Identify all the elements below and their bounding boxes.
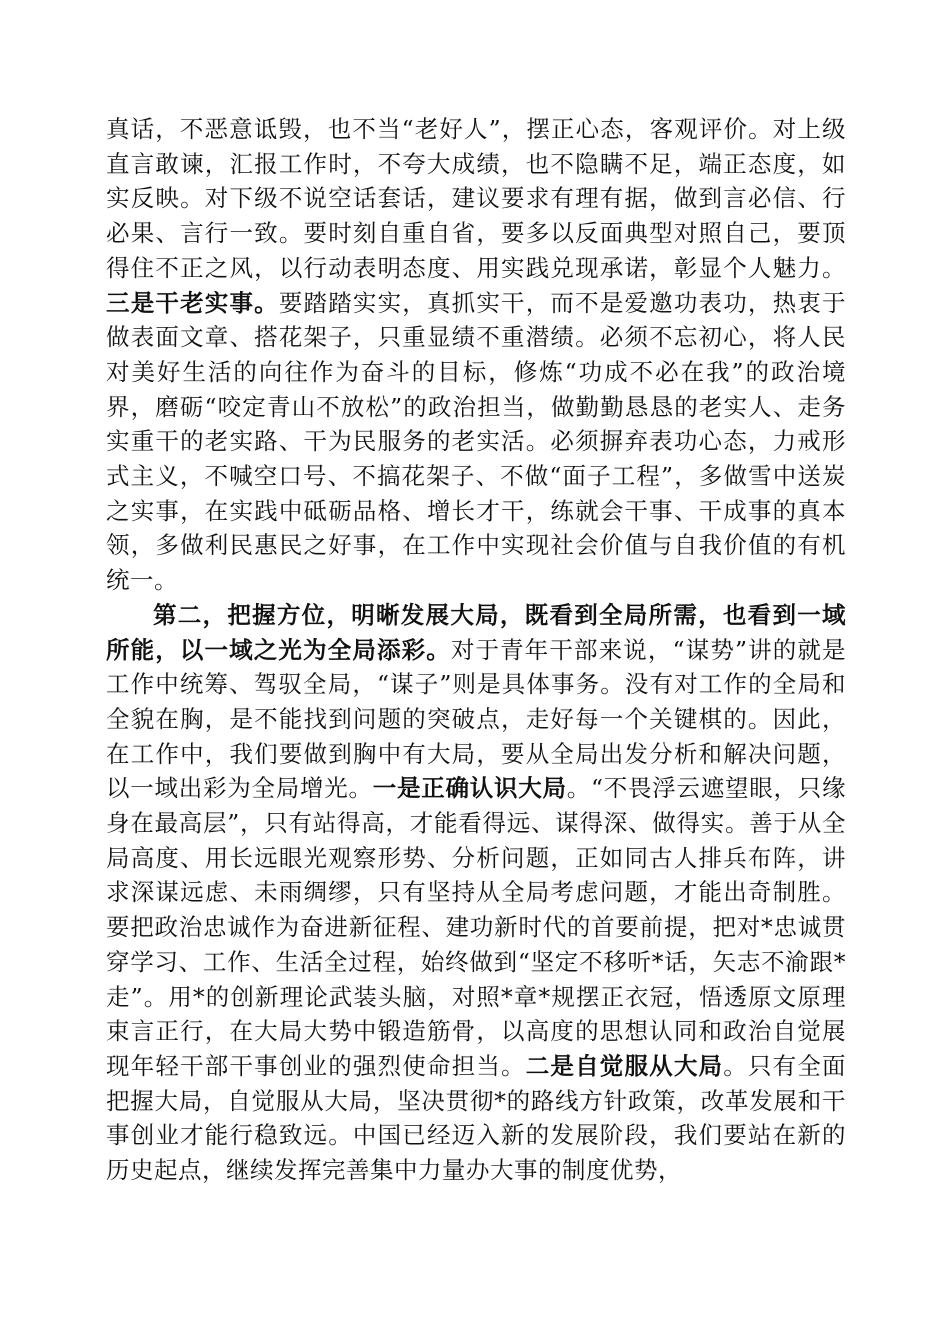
paragraph-2: [106, 598, 846, 1188]
point-one-heading: 一是正确认识大局: [372, 774, 567, 803]
paragraph-2-text-a: 对于青年干部来说，“谋势”讲的就是工作中统筹、驾驭全局，“谋子”则是具体事务。没有对工作的全局和全貌在胸，是不能找到问题的突破点，走好每一个关键棋的。因此，在工作中，我们要做到胸中有大局，要从全局出发分析和解决问题，以一域出彩为全局增光。: [106, 635, 847, 803]
point-two-heading: 二是自觉服从大局: [525, 1051, 724, 1080]
paragraph-1-text-b: 要踏踏实实，真抓实干，而不是爱邀功表功，热衷于做表面文章、搭花架子，只重显绩不重潜绩。必须不忘初心，将人民对美好生活的向往作为奋斗的目标，修炼“功成不必在我”的政治境界，磨砺“咬定青山不放松”的政治担当，做勤勤恳恳的老实人、走务实重干的老实路、干为民服务的老实活。必须摒弃表功心态，力戒形式主义，不喊空口号、不搞花架子、不做“面子工程”，多做雪中送炭之实事，在实践中砥砺品格、增长才干，练就会干事、干成事的真本领，多做利民惠民之好事，在工作中实现社会价值与自我价值的有机统一。: [106, 288, 846, 595]
document-body: [106, 112, 846, 1188]
paragraph-1-text-a: 真话，不恶意诋毁，也不当“老好人”，摆正心态，客观评价。对上级直言敢谏，汇报工作时，不夸大成绩，也不隐瞒不足，端正态度，如实反映。对下级不说空话套话，建议要求有理有据，做到言必信、行必果、言行一致。要时刻自重自省，要多以反面典型对照自己，要顶得住不正之风，以行动表明态度、用实践兑现承诺，彰显个人魅力。: [106, 115, 846, 282]
section-two-heading: 第二，把握方位，明晰发展大局，既看到全局所需，也看到一域所能，以一域之光为全局添彩。: [106, 600, 846, 664]
paragraph-2-text-c: 。只有全面把握大局，自觉服从大局，坚决贯彻*的路线方针政策，改革发展和干事创业才能行稳致远。中国已经迈入新的发展阶段，我们要站在新的历史起点，继续发挥完善集中力量办大事的制度优势，: [106, 1051, 847, 1185]
paragraph-1: [106, 112, 846, 598]
paragraph-2-text-b: 。“不畏浮云遮望眼，只缘身在最高层”，只有站得高，才能看得远、谋得深、做得实。善于从全局高度、用长远眼光观察形势、分析问题，正如同古人排兵布阵，讲求深谋远虑、未雨绸缪，只有坚持从全局考虑问题，才能出奇制胜。要把政治忠诚作为奋进新征程、建功新时代的首要前提，把对*忠诚贯穿学习、工作、生活全过程，始终做到“坚定不移听*话，矢志不渝跟*走”。用*的创新理论武装头脑，对照*章*规摆正衣冠，悟透原文原理束言正行，在大局大势中锻造筋骨，以高度的思想认同和政治自觉展现年轻干部干事创业的强烈使命担当。: [106, 774, 847, 1080]
point-three-heading: 三是干老实事。: [106, 288, 279, 317]
